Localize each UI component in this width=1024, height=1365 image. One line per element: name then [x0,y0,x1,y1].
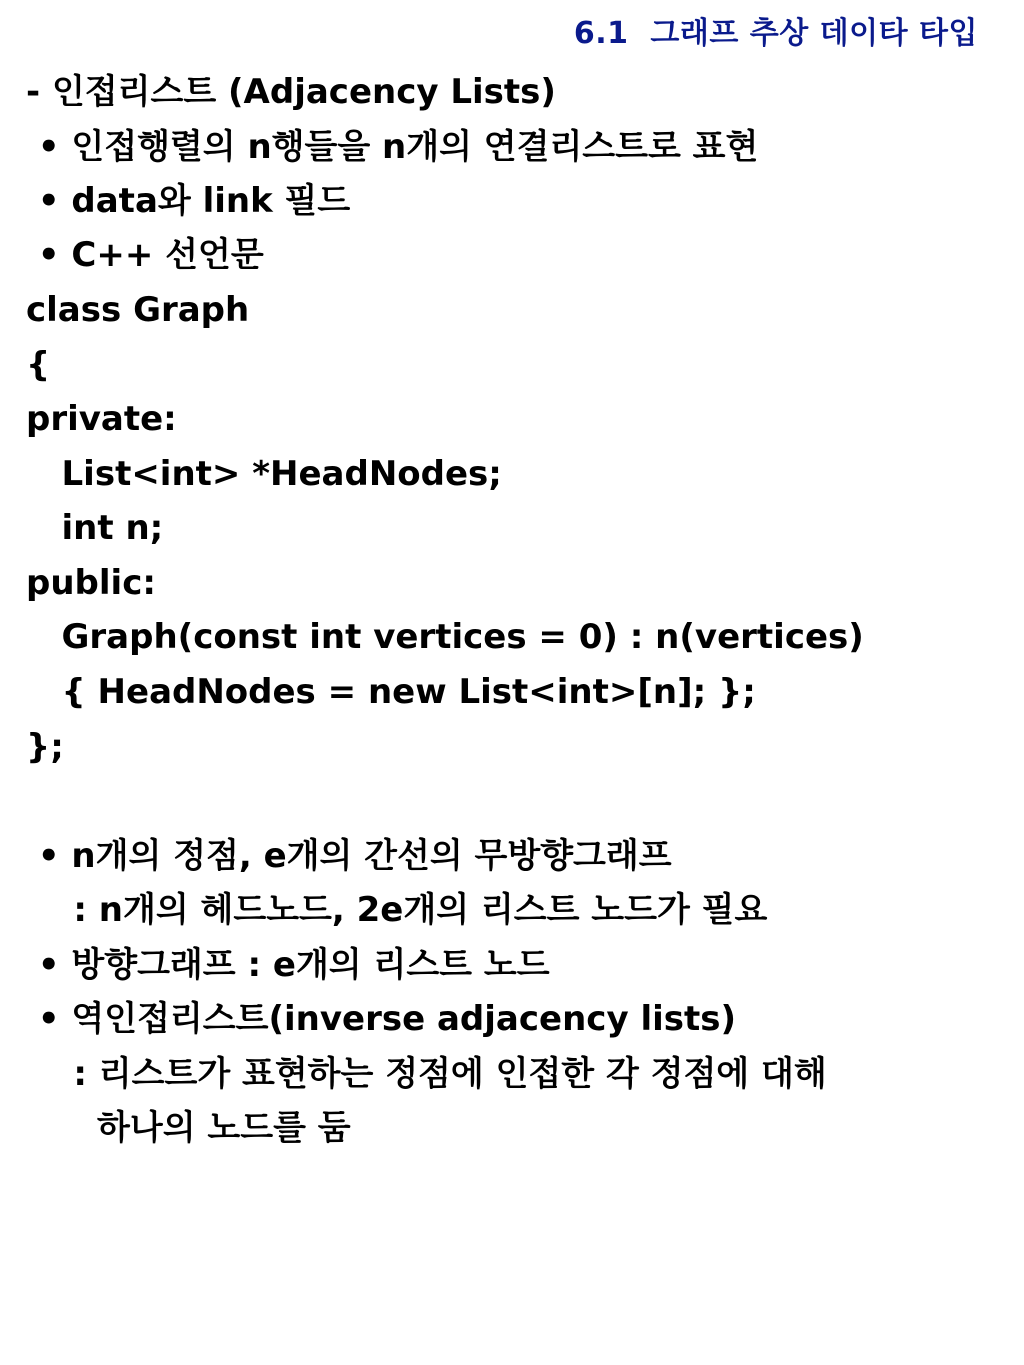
code-line: { HeadNodes = new List<int>[n]; }; [26,672,756,712]
bullet-item: • C++ 선언문 [26,235,264,275]
code-line: private: [26,399,177,439]
bullet-item: • 역인접리스트(inverse adjacency lists) [26,999,737,1039]
code-line: public: [26,563,156,603]
bullet-subline: 하나의 노드를 둠 [26,1108,351,1148]
code-line: int n; [26,508,164,548]
bullet-subline: : 리스트가 표현하는 정점에 인접한 각 정점에 대해 [26,1054,827,1094]
bullet-item: • 인접행렬의 n행들을 n개의 연결리스트로 표현 [26,127,759,167]
bullet-item: • 방향그래프 : e개의 리스트 노드 [26,945,550,985]
bullet-subline: : n개의 헤드노드, 2e개의 리스트 노드가 필요 [26,890,768,930]
slide-title: 6.1 그래프 추상 데이타 타입 [573,16,978,51]
section-heading: - 인접리스트 (Adjacency Lists) [26,72,556,112]
code-line: List<int> *HeadNodes; [26,454,502,494]
code-line: class Graph [26,290,250,330]
bullet-item: • data와 link 필드 [26,181,351,221]
code-line: { [26,345,51,385]
code-line: }; [26,727,64,767]
code-line: Graph(const int vertices = 0) : n(vertices) [26,617,864,657]
bullet-item: • n개의 정점, e개의 간선의 무방향그래프 [26,836,672,876]
